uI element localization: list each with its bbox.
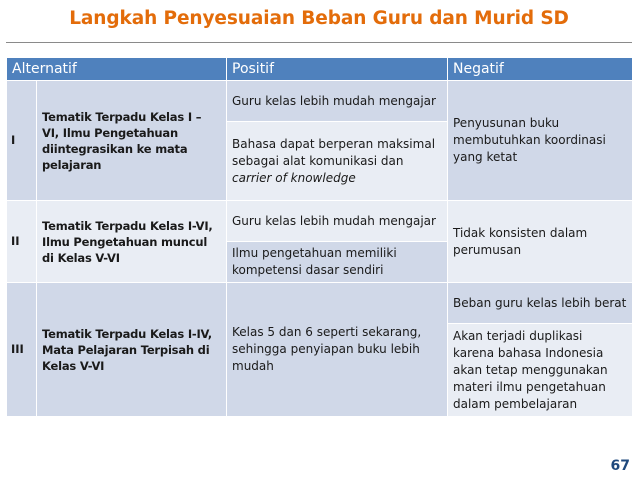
alternatif-cell: Tematik Terpadu Kelas I-IV, Mata Pelajaran Terpisah di Kelas V-VI: [37, 283, 227, 417]
row-number: III: [7, 283, 37, 417]
positif-text: Bahasa dapat berperan maksimal sebagai alat komunikasi dan carrier of knowledge: [232, 136, 436, 185]
header-negatif: Negatif: [448, 58, 633, 81]
positif-cell: Kelas 5 dan 6 seperti sekarang, sehingga penyiapan buku lebih mudah: [227, 283, 448, 417]
positif-cell: Guru kelas lebih mudah mengajar: [227, 201, 448, 242]
alternatif-cell: Tematik Terpadu Kelas I – VI, Ilmu Pengetahuan diintegrasikan ke mata pelajaran: [37, 81, 227, 201]
header-alternatif: Alternatif: [7, 58, 227, 81]
row-number: I: [7, 81, 37, 201]
italic-phrase: carrier of knowledge: [232, 170, 356, 185]
table-header-row: [7, 58, 633, 81]
table-row: [7, 201, 633, 242]
slide-title: Langkah Penyesuaian Beban Guru dan Murid SD: [69, 8, 569, 29]
positif-cell: Ilmu pengetahuan memiliki kompetensi dasar sendiri: [227, 242, 448, 283]
negatif-cell: Beban guru kelas lebih berat: [448, 283, 633, 324]
positif-cell: Guru kelas lebih mudah mengajar: [227, 81, 448, 122]
positif-cell: [227, 122, 448, 201]
title-divider: [6, 42, 632, 43]
negatif-cell: Akan terjadi duplikasi karena bahasa Indonesia akan tetap menggunakan materi ilmu pengetahuan dalam pembelajaran: [448, 324, 633, 417]
negatif-cell: Tidak konsisten dalam perumusan: [448, 201, 633, 283]
header-positif: Positif: [227, 58, 448, 81]
row-number: II: [7, 201, 37, 283]
table-row: [7, 81, 633, 122]
comparison-table: [6, 57, 633, 417]
alternatif-cell: Tematik Terpadu Kelas I-VI, Ilmu Pengetahuan muncul di Kelas V-VI: [37, 201, 227, 283]
page-number: 67: [610, 458, 630, 474]
negatif-cell: Penyusunan buku membutuhkan koordinasi yang ketat: [448, 81, 633, 201]
table-row: [7, 283, 633, 324]
